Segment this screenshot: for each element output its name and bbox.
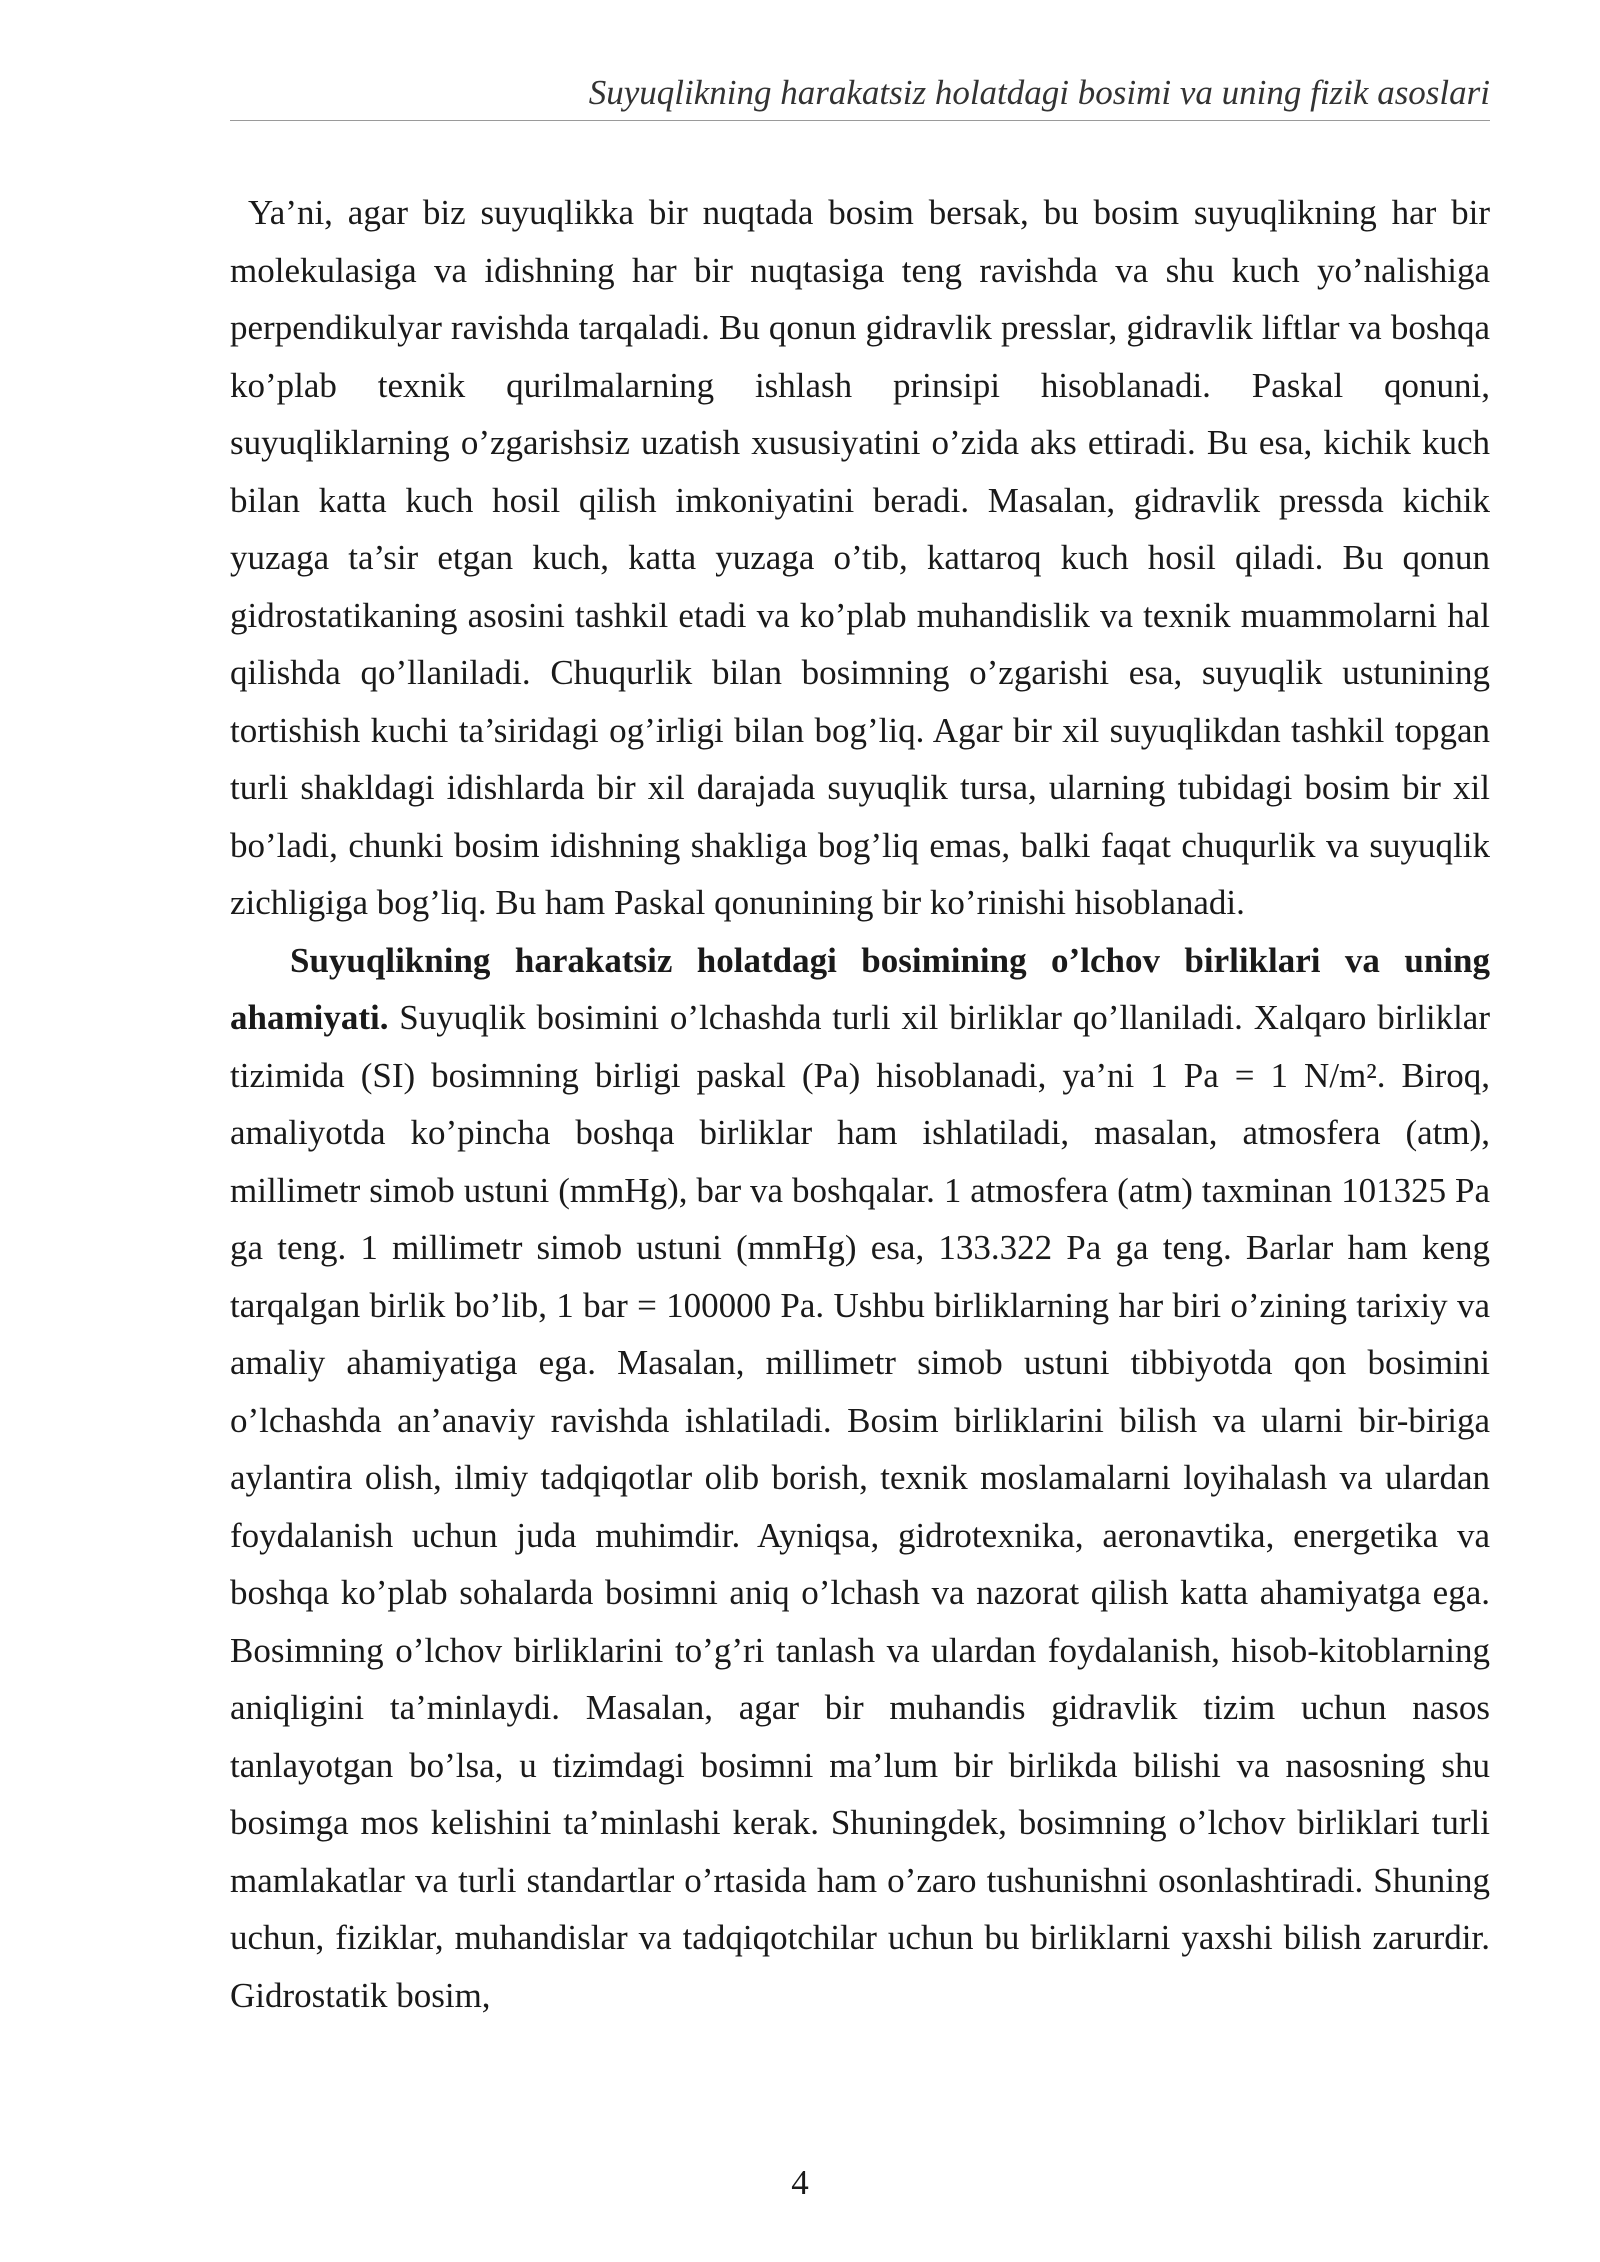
running-header-title: Suyuqlikning harakatsiz holatdagi bosimi va uning fizik asoslari (588, 73, 1490, 112)
body-paragraph-2 (230, 932, 1490, 2025)
body-paragraph-2-text: Suyuqlik bosimini o’lchashda turli xil birliklar qo’llaniladi. Xalqaro birliklar tizimida (SI) bosimning birligi paskal (Pa) hisoblanadi, ya’ni 1 Pa = 1 N/m². Biroq, amaliyotda ko’pincha boshqa birliklar ham ishlatiladi, masalan, atmosfera (atm), millimetr simob ustuni (mmHg), bar va boshqalar. 1 atmosfera (atm) taxminan 101325 Pa ga teng. 1 millimetr simob ustuni (mmHg) esa, 133.322 Pa ga teng. Barlar ham keng tarqalgan birlik bo’lib, 1 bar = 100000 Pa. Ushbu birliklarning har biri o’zining tarixiy va amaliy ahamiyatiga ega. Masalan, millimetr simob ustuni tibbiyotda qon bosimini o’lchashda an’anaviy ravishda ishlatiladi. Bosim birliklarini bilish va ularni bir-biriga aylantira olish, ilmiy tadqiqotlar olib borish, texnik moslamalarni loyihalash va ulardan foydalanish uchun juda muhimdir. Ayniqsa, gidrotexnika, aeronavtika, energetika va boshqa ko’plab sohalarda bosimni aniq o’lchash va nazorat qilish katta ahamiyatga ega. Bosimning o’lchov birliklarini to’g’ri tanlash va ulardan foydalanish, hisob-kitoblarning aniqligini ta’minlaydi. Masalan, agar bir muhandis gidravlik tizim uchun nasos tanlayotgan bo’lsa, u tizimdagi bosimni ma’lum bir birlikda bilishi va nasosning shu bosimga mos kelishini ta’minlashi kerak. Shuningdek, bosimning o’lchov birliklari turli mamlakatlar va turli standartlar o’rtasida ham o’zaro tushunishni osonlashtiradi. Shuning uchun, fiziklar, muhandislar va tadqiqotchilar uchun bu birliklarni yaxshi bilish zarurdir. Gidrostatik bosim, (230, 998, 1490, 2015)
page-body (230, 184, 1490, 2024)
page-number: 4 (791, 2163, 809, 2202)
section-heading: Suyuqlikning harakatsiz holatdagi bosimining o’lchov birliklari va uning ahamiyati. (230, 940, 1490, 1037)
running-header (230, 70, 1490, 121)
body-paragraph-1: Ya’ni, agar biz suyuqlikka bir nuqtada bosim bersak, bu bosim suyuqlikning har bir molekulasiga va idishning har bir nuqtasiga teng ravishda va shu kuch yo’nalishiga perpendikulyar ravishda tarqaladi. Bu qonun gidravlik presslar, gidravlik liftlar va boshqa ko’plab texnik qurilmalarning ishlash prinsipi hisoblanadi. Paskal qonuni, suyuqliklarning o’zgarishsiz uzatish xususiyatini o’zida aks ettiradi. Bu esa, kichik kuch bilan katta kuch hosil qilish imkoniyatini beradi. Masalan, gidravlik pressda kichik yuzaga ta’sir etgan kuch, katta yuzaga o’tib, kattaroq kuch hosil qiladi. Bu qonun gidrostatikaning asosini tashkil etadi va ko’plab muhandislik va texnik muammolarni hal qilishda qo’llaniladi. Chuqurlik bilan bosimning o’zgarishi esa, suyuqlik ustunining tortishish kuchi ta’siridagi og’irligi bilan bog’liq. Agar bir xil suyuqlikdan tashkil topgan turli shakldagi idishlarda bir xil darajada suyuqlik tursa, ularning tubidagi bosim bir xil bo’ladi, chunki bosim idishning shakliga bog’liq emas, balki faqat chuqurlik va suyuqlik zichligiga bog’liq. Bu ham Paskal qonunining bir ko’rinishi hisoblanadi. (230, 193, 1490, 922)
